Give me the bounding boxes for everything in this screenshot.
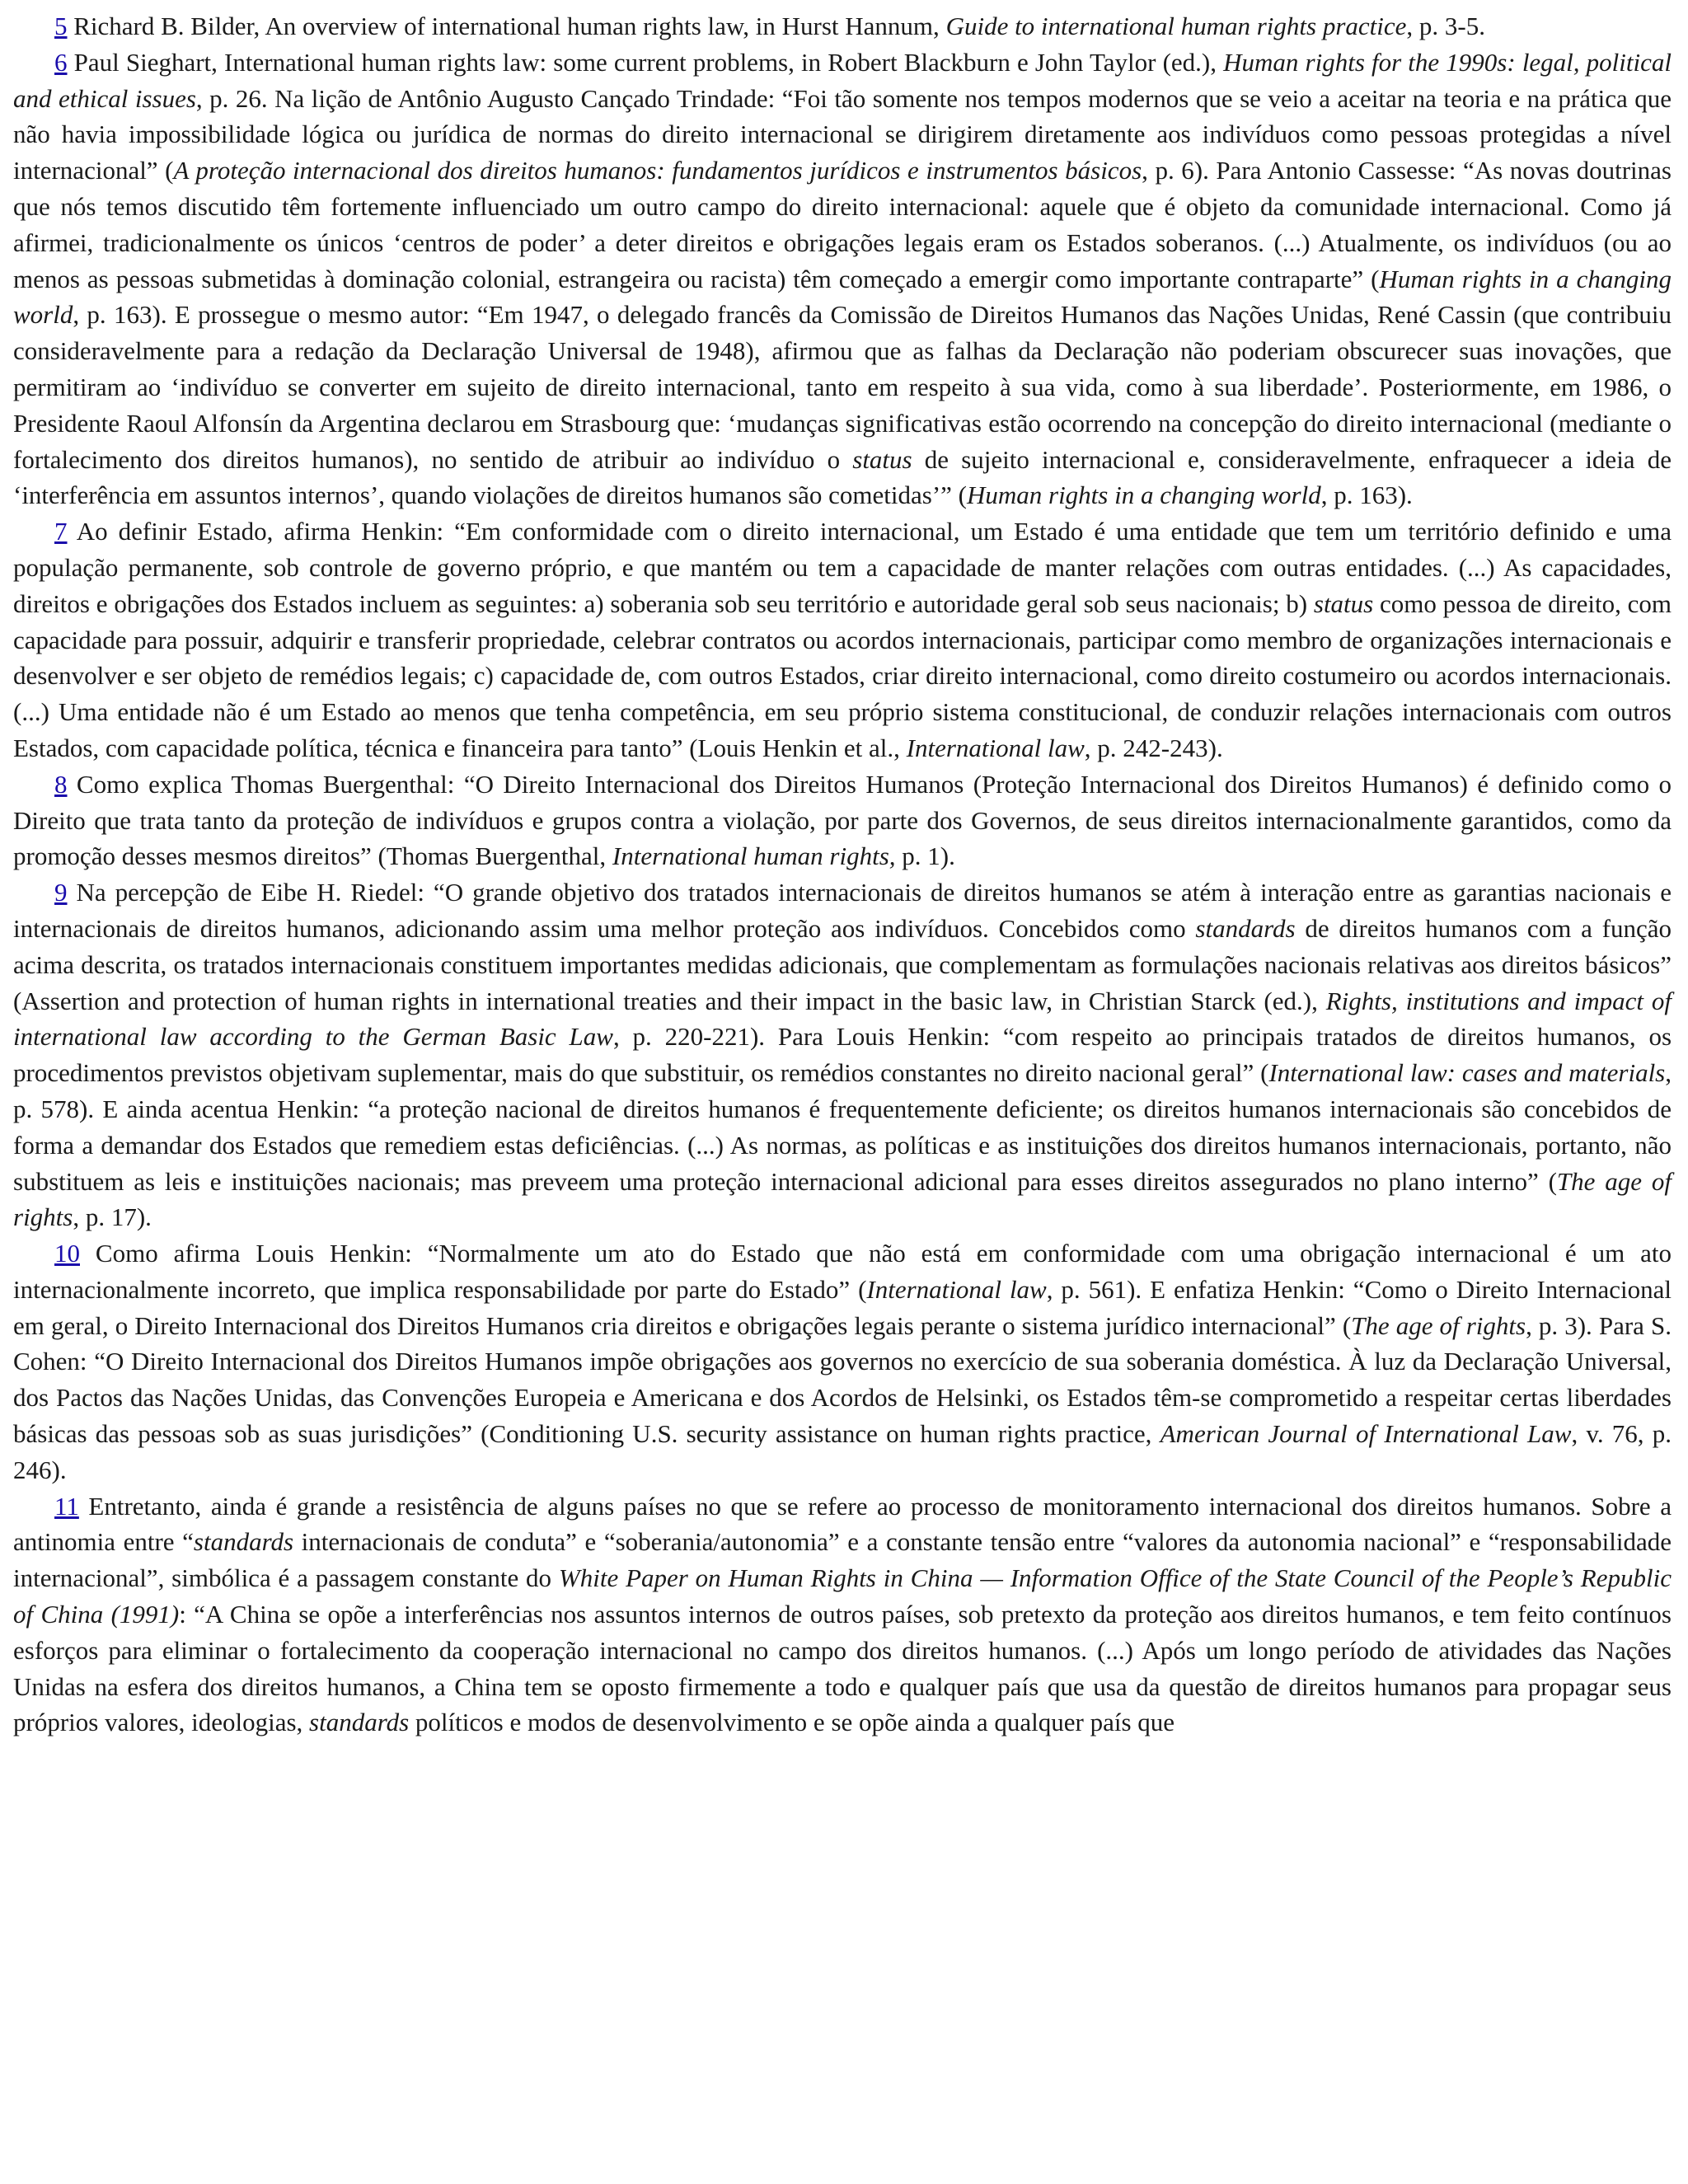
footnote-link-9[interactable]: 9 [54,878,68,907]
footnote-text: Entretanto, ainda é grande a resistência de alguns países no que se refere ao processo de monitoramento internacional dos direitos humanos. Sobre a antinomia entre “ [13,1491,1672,1557]
footnote-text: políticos e modos de desenvolvimento e se opõe ainda a qualquer país que [409,1708,1175,1737]
italic-citation: International law: cases and materials [1268,1058,1666,1088]
footnote-text: , p. 6). Para Antonio Cassesse: “As novas doutrinas que nós temos discutido têm fortemente influenciado um outro campo do direito internacional: aquele que é objeto da comunidade internacional. Como já afirmei, tradicionalmente os únicos ‘centros de poder’ a deter direitos e obrigações legais eram os Estados soberanos. (...) Atualmente, os indivíduos (ou ao menos as pessoas submetidas à dominação colonial, estrangeira ou racista) têm começado a emergir como importante contraparte” ( [13,156,1672,293]
footnote-text: , p. 163). [1320,480,1413,510]
italic-citation: Human rights for the 1990s: legal, political and ethical issues [13,47,1672,113]
footnote-text: , p. 561). E enfatiza Henkin: “Como o Direito Internacional em geral, o Direito Internacional dos Direitos Humanos cria direitos e obrigações legais perante o sistema jurídico internacional” ( [13,1274,1672,1340]
footnote-text: de direitos humanos com a função acima descrita, os tratados internacionais constituem importantes medidas adicionais, que complementam as formulações nacionais relativas aos direitos básicos” (Assertion and protection of human rights in international treaties and their impact in the basic law, in Christian Starck (ed.), [13,913,1672,1015]
footnote-11 [13,1488,1672,1741]
footnote-text: Como explica Thomas Buergenthal: “O Direito Internacional dos Direitos Humanos (Proteção Internacional dos Direitos Humanos) é definido como o Direito que trata tanto da proteção de indivíduos e grupos contra a violação, por parte dos Governos, de seus direitos internacionalmente garantidos, como da promoção desses mesmos direitos” (Thomas Buergenthal, [13,769,1672,871]
footnote-text: , p. 220-221). Para Louis Henkin: “com respeito ao principais tratados de direitos humanos, os procedimentos previstos objetivam suplementar, mais do que substituir, os remédios constantes no direito nacional geral” ( [13,1022,1672,1088]
footnote-text: p. 1). [895,841,955,871]
footnote-link-11[interactable]: 11 [54,1491,79,1521]
footnote-text: , p. 26. Na lição de Antônio Augusto Cançado Trindade: “Foi tão somente nos tempos modernos que se veio a aceitar na teoria e na prática que não havia impossibilidade lógica ou jurídica de normas do direito internacional se dirigirem diretamente aos indivíduos como pessoas protegidas a nível internacional” ( [13,83,1672,185]
italic-citation: standards [193,1527,294,1557]
footnote-8 [13,766,1672,874]
italic-citation: Human rights in a changing world [966,480,1321,510]
italic-citation: status [1313,588,1374,618]
footnote-text: de sujeito internacional e, consideravelmente, enfraquecer a ideia de ‘interferência em assuntos internos’, quando violações de direitos humanos são cometidas’” ( [13,444,1672,510]
italic-citation: The age of rights [1351,1310,1526,1340]
footnote-link-5[interactable]: 5 [54,12,68,40]
footnote-10 [13,1235,1672,1488]
footnote-text: , p. 578). E ainda acentua Henkin: “a proteção nacional de direitos humanos é frequentemente deficiente; os direitos humanos internacionais são concebidos de forma a demandar dos Estados que remediem estas deficiências. (...) As normas, as políticas e as instituições dos direitos humanos internacionais, portanto, não substituem as leis e instituições nacionais; mas preveem uma proteção internacional adicional para esses direitos assegurados no plano interno” ( [13,1058,1672,1196]
footnote-text: , p. 242-243). [1084,733,1223,762]
italic-citation: Guide to international human rights practice [945,12,1407,40]
italic-citation: standards [1195,913,1296,943]
italic-citation: Rights, institutions and impact of international law according to the German Basic Law [13,986,1672,1052]
footnote-link-10[interactable]: 10 [54,1239,80,1268]
footnote-text: Richard B. Bilder, An overview of international human rights law, in Hurst Hannum, [67,12,946,40]
footnote-text: Ao definir Estado, afirma Henkin: “Em conformidade com o direito internacional, um Estado é uma entidade que tem um território definido e uma população permanente, sob controle de governo próprio, e que mantém ou tem a capacidade de manter relações com outras entidades. (...) As capacidades, direitos e obrigações dos Estados incluem as seguintes: a) soberania sob seu território e autoridade geral sob seus nacionais; b) [13,517,1672,618]
footnote-text: , p. 17). [73,1202,152,1232]
footnote-7 [13,513,1672,766]
italic-citation: The age of rights [13,1166,1672,1232]
footnote-link-7[interactable]: 7 [54,517,68,546]
italic-citation: American Journal of International Law [1160,1419,1572,1449]
italic-citation: Human rights in a changing world [13,264,1672,330]
footnote-text: : “A China se opõe a interferências nos assuntos internos de outros países, sob pretexto da proteção aos direitos humanos, e tem feito contínuos esforços para eliminar o fortalecimento da cooperação internacional no campo dos direitos humanos. (...) Após um longo período de atividades das Nações Unidas na esfera dos direitos humanos, a China tem se oposto firmemente a todo e qualquer país que usa da questão de direitos humanos para propagar seus próprios valores, ideologias, [13,1600,1672,1737]
italic-citation: status [852,444,912,474]
footnote-text: , p. 3-5. [1406,12,1485,40]
footnote-link-6[interactable]: 6 [54,47,68,77]
footnote-text: , p. 163). E prossegue o mesmo autor: “Em 1947, o delegado francês da Comissão de Direitos Humanos das Nações Unidas, René Cassin (que contribuiu consideravelmente para a redação da Declaração Universal de 1948), afirmou que as falhas da Declaração não poderiam obscurecer suas inovações, que permitiram ao ‘indivíduo se converter em sujeito de direito internacional, tanto em respeito à sua vida, como à sua liberdade’. Posteriormente, em 1986, o Presidente Raoul Alfonsín da Argentina declarou em Strasbourg que: ‘mudanças significativas estão ocorrendo na concepção do direito internacional (mediante o fortalecimento dos direitos humanos), no sentido de atribuir ao indivíduo o [13,300,1672,474]
footnote-text: Como afirma Louis Henkin: “Normalmente um ato do Estado que não está em conformidade com uma obrigação internacional é um ato internacionalmente incorreto, que implica responsabilidade por parte do Estado” ( [13,1239,1672,1304]
footnote-text: Paul Sieghart, International human rights law: some current problems, in Robert Blackburn e John Taylor (ed.), [67,47,1224,77]
footnote-text: , p. 3). Para S. Cohen: “O Direito Internacional dos Direitos Humanos impõe obrigações aos governos no exercício de sua soberania doméstica. À luz da Declaração Universal, dos Pactos das Nações Unidas, das Convenções Europeia e Americana e dos Acordos de Helsinki, os Estados têm-se comprometido a respeitar certas liberdades básicas das pessoas sob as suas jurisdições” (Conditioning U.S. security assistance on human rights practice, [13,1310,1672,1449]
italic-citation: standards [309,1708,410,1737]
footnote-5 [13,8,1672,45]
footnotes-page [13,8,1672,1741]
footnote-9 [13,874,1672,1235]
footnote-link-8[interactable]: 8 [54,769,68,799]
footnote-text: Na percepção de Eibe H. Riedel: “O grande objetivo dos tratados internacionais de direitos humanos se atém à interação entre as garantias nacionais e internacionais de direitos humanos, adicionando assim uma melhor proteção aos indivíduos. Concebidos como [13,878,1672,943]
footnote-text: , v. 76, p. 246). [13,1419,1672,1484]
footnote-text: internacionais de conduta” e “soberania/autonomia” e a constante tensão entre “valores da autonomia nacional” e “responsabilidade internacional”, simbólica é a passagem constante do [13,1527,1672,1593]
footnote-6 [13,45,1672,513]
italic-citation: International human rights, [612,841,896,871]
italic-citation: International law [906,733,1085,762]
italic-citation: A proteção internacional dos direitos humanos: fundamentos jurídicos e instrumentos básicos [173,156,1142,185]
footnote-text: como pessoa de direito, com capacidade para possuir, adquirir e transferir propriedade, celebrar contratos ou acordos internacionais, participar como membro de organizações internacionais e desenvolver e ser objeto de remédios legais; c) capacidade de, com outros Estados, criar direito internacional, como direito costumeiro ou acordos internacionais. (...) Uma entidade não é um Estado ao menos que tenha competência, em seu próprio sistema constitucional, de conduzir relações internacionais com outros Estados, com capacidade política, técnica e financeira para tanto” (Louis Henkin et al., [13,588,1672,762]
italic-citation: White Paper on Human Rights in China — Information Office of the State Council of the People’s Republic of China (1991) [13,1563,1672,1629]
italic-citation: International law [866,1274,1047,1304]
